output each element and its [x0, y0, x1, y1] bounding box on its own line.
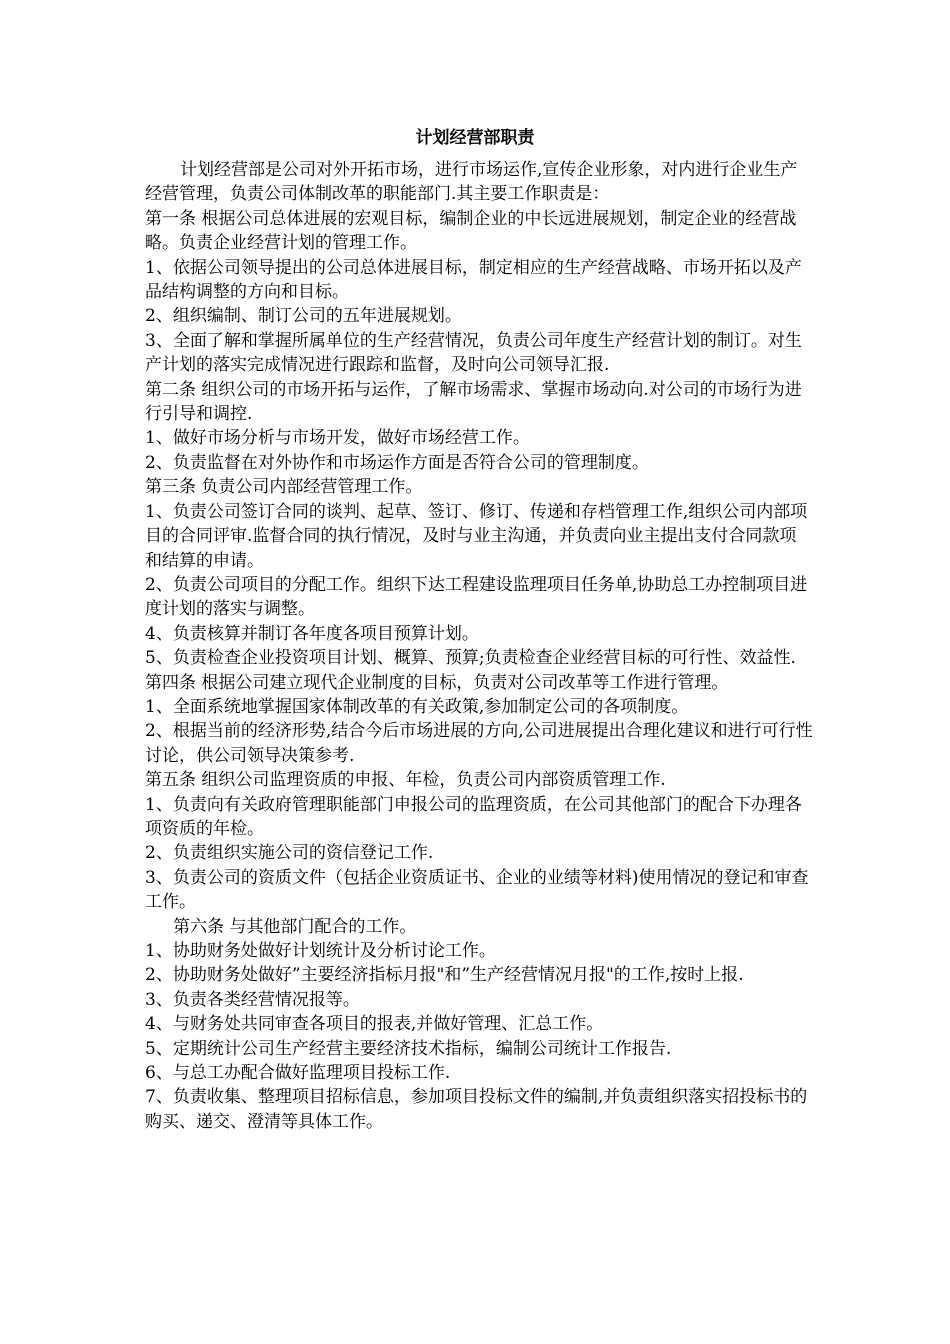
article-5-item-3: 3、负责公司的资质文件（包括企业资质证书、企业的业绩等材料)使用情况的登记和审查工作。: [145, 867, 809, 913]
article-3-heading: 第三条 负责公司内部经营管理工作。: [145, 477, 423, 498]
article-1-item-1: 1、依据公司领导提出的公司总体进展目标，制定相应的生产经营战略、市场开拓以及产品结构调整的方向和目标。: [145, 257, 802, 303]
article-2-item-1: 1、做好市场分析与市场开发，做好市场经营工作。: [145, 428, 530, 449]
article-4-item-2: 2、根据当前的经济形势,结合今后市场进展的方向,公司进展提出合理化建议和进行可行性讨论，供公司领导决策参考.: [145, 721, 813, 766]
article-6-item-1: 1、协助财务处做好计划统计及分析讨论工作。: [145, 941, 496, 961]
article-5-heading: 第五条 组织公司监理资质的申报、年检，负责公司内部资质管理工作.: [145, 770, 666, 791]
article-6-item-4: 4、与财务处共同审查各项目的报表,并做好管理、汇总工作。: [145, 1014, 604, 1035]
article-2-heading: 第二条 组织公司的市场开拓与运作，了解市场需求、掌握市场动向.对公司的市场行为进行引导和调控.: [145, 379, 802, 425]
document-title: 计划经营部职责: [415, 128, 535, 148]
article-5-item-1: 1、负责向有关政府管理职能部门申报公司的监理资质，在公司其他部门的配合下办理各项资质的年检。: [145, 794, 802, 839]
article-6-item-6: 6、与总工办配合做好监理项目投标工作.: [145, 1063, 451, 1084]
article-1-heading: 第一条 根据公司总体进展的宏观目标，编制企业的中长远进展规划，制定企业的经营战略。负责企业经营计划的管理工作。: [145, 208, 797, 254]
article-6-item-2: 2、协助财务处做好”主要经济指标月报"和”生产经营情况月报"的工作,按时上报.: [145, 965, 744, 986]
article-3-item-2: 2、负责公司项目的分配工作。组织下达工程建设监理项目任务单,协助总工办控制项目进度计划的落实与调整。: [145, 574, 808, 620]
article-2-item-2: 2、负责监督在对外协作和市场运作方面是否符合公司的管理制度。: [145, 452, 649, 473]
article-4-heading: 第四条 根据公司建立现代企业制度的目标，负责对公司改革等工作进行管理。: [145, 672, 729, 693]
intro-paragraph: 计划经营部是公司对外开拓市场，进行市场运作,宣传企业形象，对内进行企业生产经营管理，负责公司体制改革的职能部门.其主要工作职责是：: [145, 160, 798, 205]
document-body: [145, 158, 813, 1134]
article-6-item-3: 3、负责各类经营情况报等。: [145, 989, 360, 1010]
article-3-item-1: 1、负责公司签订合同的谈判、起草、签订、修订、传递和存档管理工作,组织公司内部项目的合同评审.监督合同的执行情况，及时与业主沟通，并负责向业主提出支付合同款项和结算的申请。: [145, 501, 808, 571]
article-3-item-4: 4、负责核算并制订各年度各项目预算计划。: [145, 623, 479, 644]
article-6-heading: 第六条 与其他部门配合的工作。: [173, 916, 417, 937]
article-1-item-2: 2、组织编制、制订公司的五年进展规划。: [145, 306, 462, 327]
article-6-item-7: 7、负责收集、整理项目招标信息，参加项目投标文件的编制,并负责组织落实招投标书的购买、递交、澄清等具体工作。: [145, 1087, 808, 1132]
article-1-item-3: 3、全面了解和掌握所属单位的生产经营情况，负责公司年度生产经营计划的制订。对生产计划的落实完成情况进行跟踪和监督，及时向公司领导汇报.: [145, 330, 802, 376]
article-5-item-2: 2、负责组织实施公司的资信登记工作.: [145, 843, 434, 864]
article-4-item-1: 1、全面系统地掌握国家体制改革的有关政策,参加制定公司的各项制度。: [145, 696, 689, 717]
article-3-item-5: 5、负责检查企业投资项目计划、概算、预算;负责检查企业经营目标的可行性、效益性.: [145, 648, 796, 669]
article-6-item-5: 5、定期统计公司生产经营主要经济技术指标，编制公司统计工作报告.: [145, 1038, 672, 1059]
